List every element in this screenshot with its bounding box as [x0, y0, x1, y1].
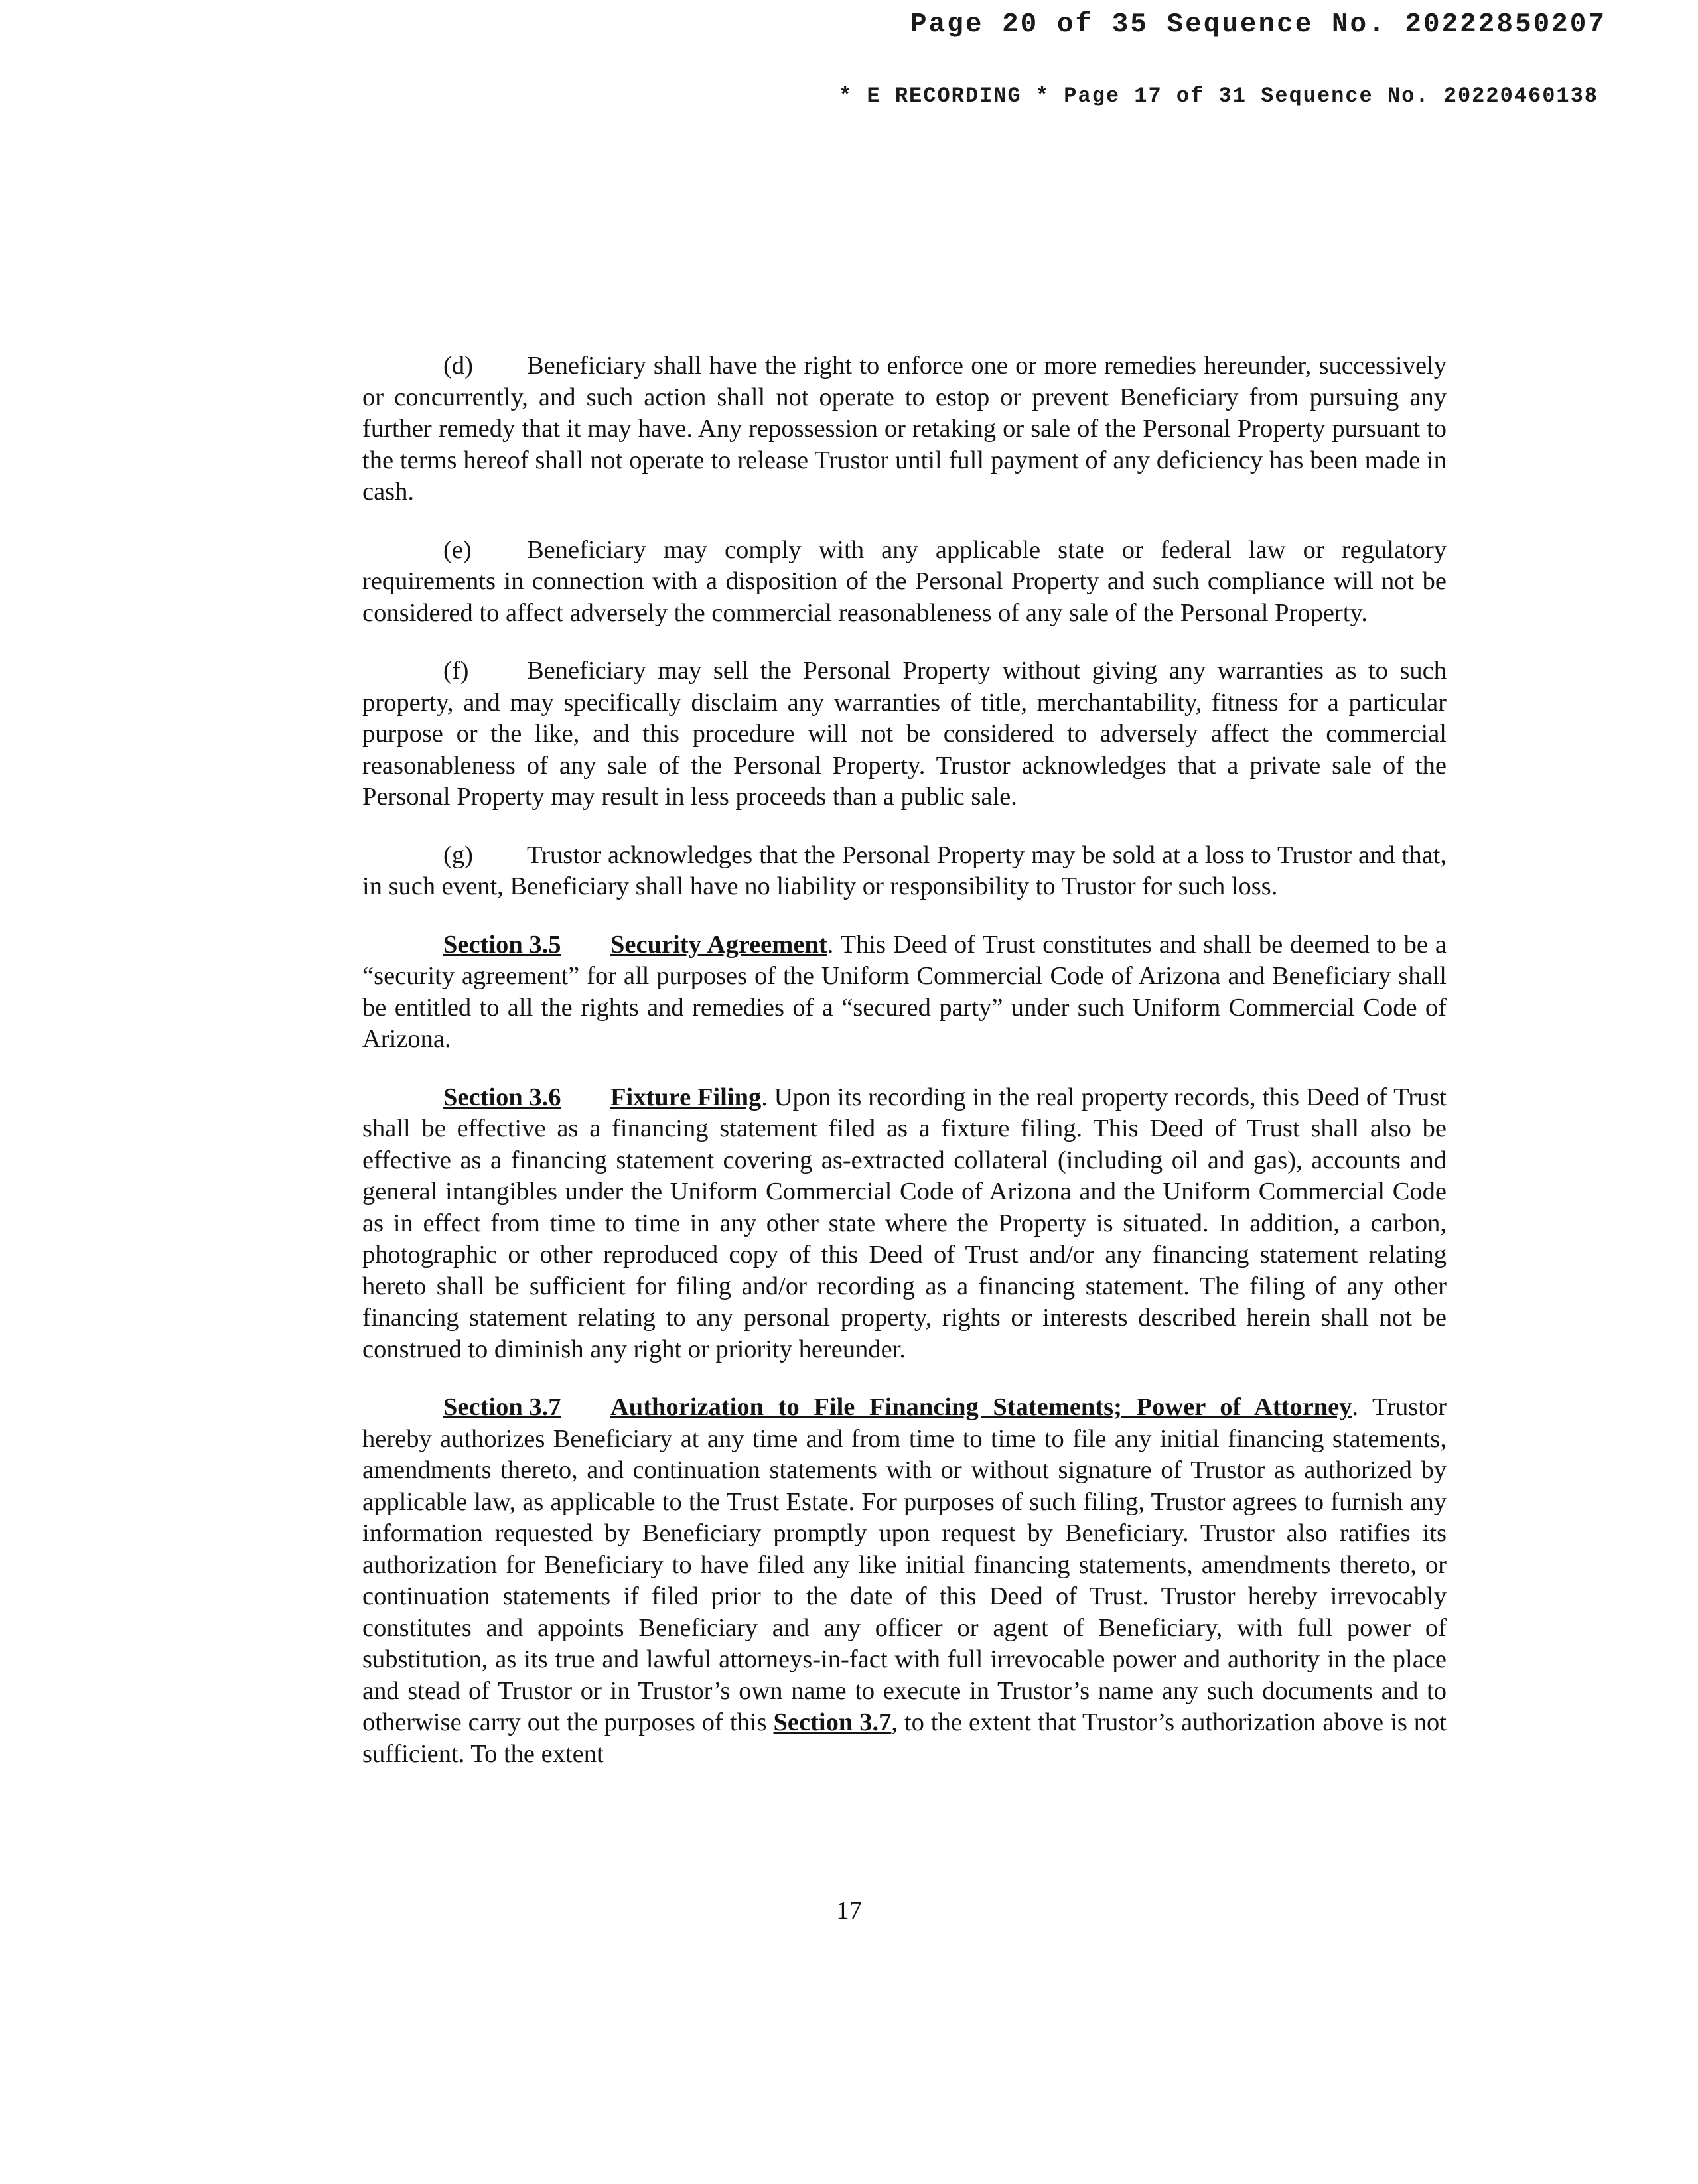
section-3-7 — [362, 1392, 1447, 1770]
recording-stamp-primary: Page 20 of 35 Sequence No. 20222850207 — [910, 9, 1606, 40]
section-3-7-text-after: , to the extent that Trustor’s authorization above is not sufficient. To the extent — [362, 1708, 1447, 1768]
paragraph-d — [362, 350, 1447, 508]
paragraph-e — [362, 535, 1447, 630]
paragraph-d-text: Beneficiary shall have the right to enforce one or more remedies hereunder, successively or concurrently, and such action shall not operate to estop or prevent Beneficiary from pursuing any further remedy that it may have. Any repossession or retaking or sale of the Personal Property pursuant to the terms hereof shall not operate to release Trustor until full payment of any deficiency has been made in cash. — [362, 352, 1447, 506]
paragraph-e-text: Beneficiary may comply with any applicable state or federal law or regulatory requirements in connection with a disposition of the Personal Property and such compliance will not be considered to affect adversely the commercial reasonableness of any sale of the Personal Property. — [362, 535, 1447, 627]
section-3-7-cross-reference: Section 3.7 — [773, 1708, 892, 1736]
section-3-6 — [362, 1082, 1447, 1366]
section-3-6-number: Section 3.6 — [443, 1083, 561, 1111]
page-number: 17 — [836, 1897, 862, 1925]
section-3-7-number: Section 3.7 — [443, 1393, 561, 1421]
paragraph-d-mark: (d) — [443, 352, 473, 379]
paragraph-f — [362, 655, 1447, 813]
section-3-7-text: . Trustor hereby authorizes Beneficiary at any time and from time to time to file any initial financing statements, amendments thereto, and continuation statements with or without signature of Trustor as authorized by applicable law, as applicable to the Trust Estate. For purposes of such filing, Trustor agrees to furnish any information requested by Beneficiary promptly upon request by Beneficiary. Trustor also ratifies its authorization for Beneficiary to have filed any like initial financing statements, amendments thereto, or continuation statements if filed prior to the date of this Deed of Trust. Trustor hereby irrevocably constitutes and appoints Beneficiary and any officer or agent of Beneficiary, with full power of substitution, as its true and lawful attorneys-in-fact with full irrevocable power and authority in the place and stead of Trustor or in Trustor’s own name to execute in Trustor’s name any such documents and to otherwise carry out the purposes of this — [362, 1393, 1447, 1736]
section-3-6-title: Fixture Filing — [610, 1083, 762, 1111]
section-3-7-title: Authorization to File Financing Statements; Power of Attorney — [610, 1393, 1352, 1421]
section-3-5 — [362, 929, 1447, 1056]
recording-stamp-secondary: * E RECORDING * Page 17 of 31 Sequence No. 20220460138 — [839, 84, 1598, 108]
paragraph-g — [362, 840, 1447, 903]
section-3-5-title: Security Agreement — [610, 930, 827, 959]
section-3-6-text: . Upon its recording in the real property records, this Deed of Trust shall be effective as a financing statement filed as a fixture filing. This Deed of Trust shall also be effective as a financing statement covering as-extracted collateral (including oil and gas), accounts and general intangibles under the Uniform Commercial Code of Arizona and the Uniform Commercial Code as in effect from time to time in any other state where the Property is situated. In addition, a carbon, photographic or other reproduced copy of this Deed of Trust and/or any financing statement relating hereto shall be sufficient for filing and/or recording as a financing statement. The filing of any other financing statement relating to any personal property, rights or interests described herein shall not be construed to diminish any right or priority hereunder. — [362, 1083, 1447, 1363]
paragraph-f-text: Beneficiary may sell the Personal Property without giving any warranties as to such property, and may specifically disclaim any warranties of title, merchantability, fitness for a particular purpose or the like, and this procedure will not be considered to adversely affect the commercial reasonableness of any sale of the Personal Property. Trustor acknowledges that a private sale of the Personal Property may result in less proceeds than a public sale. — [362, 657, 1447, 811]
document-body — [362, 350, 1447, 1797]
paragraph-g-text: Trustor acknowledges that the Personal Property may be sold at a loss to Trustor and that, in such event, Beneficiary shall have no liability or responsibility to Trustor for such loss. — [362, 841, 1447, 900]
paragraph-f-mark: (f) — [443, 657, 469, 685]
section-3-5-text: . This Deed of Trust constitutes and shall be deemed to be a “security agreement” for all purposes of the Uniform Commercial Code of Arizona and Beneficiary shall be entitled to all the rights and remedies of a “secured party” under such Uniform Commercial Code of Arizona. — [362, 930, 1447, 1053]
section-3-5-number: Section 3.5 — [443, 930, 561, 959]
paragraph-e-mark: (e) — [443, 535, 472, 564]
paragraph-g-mark: (g) — [443, 841, 473, 869]
